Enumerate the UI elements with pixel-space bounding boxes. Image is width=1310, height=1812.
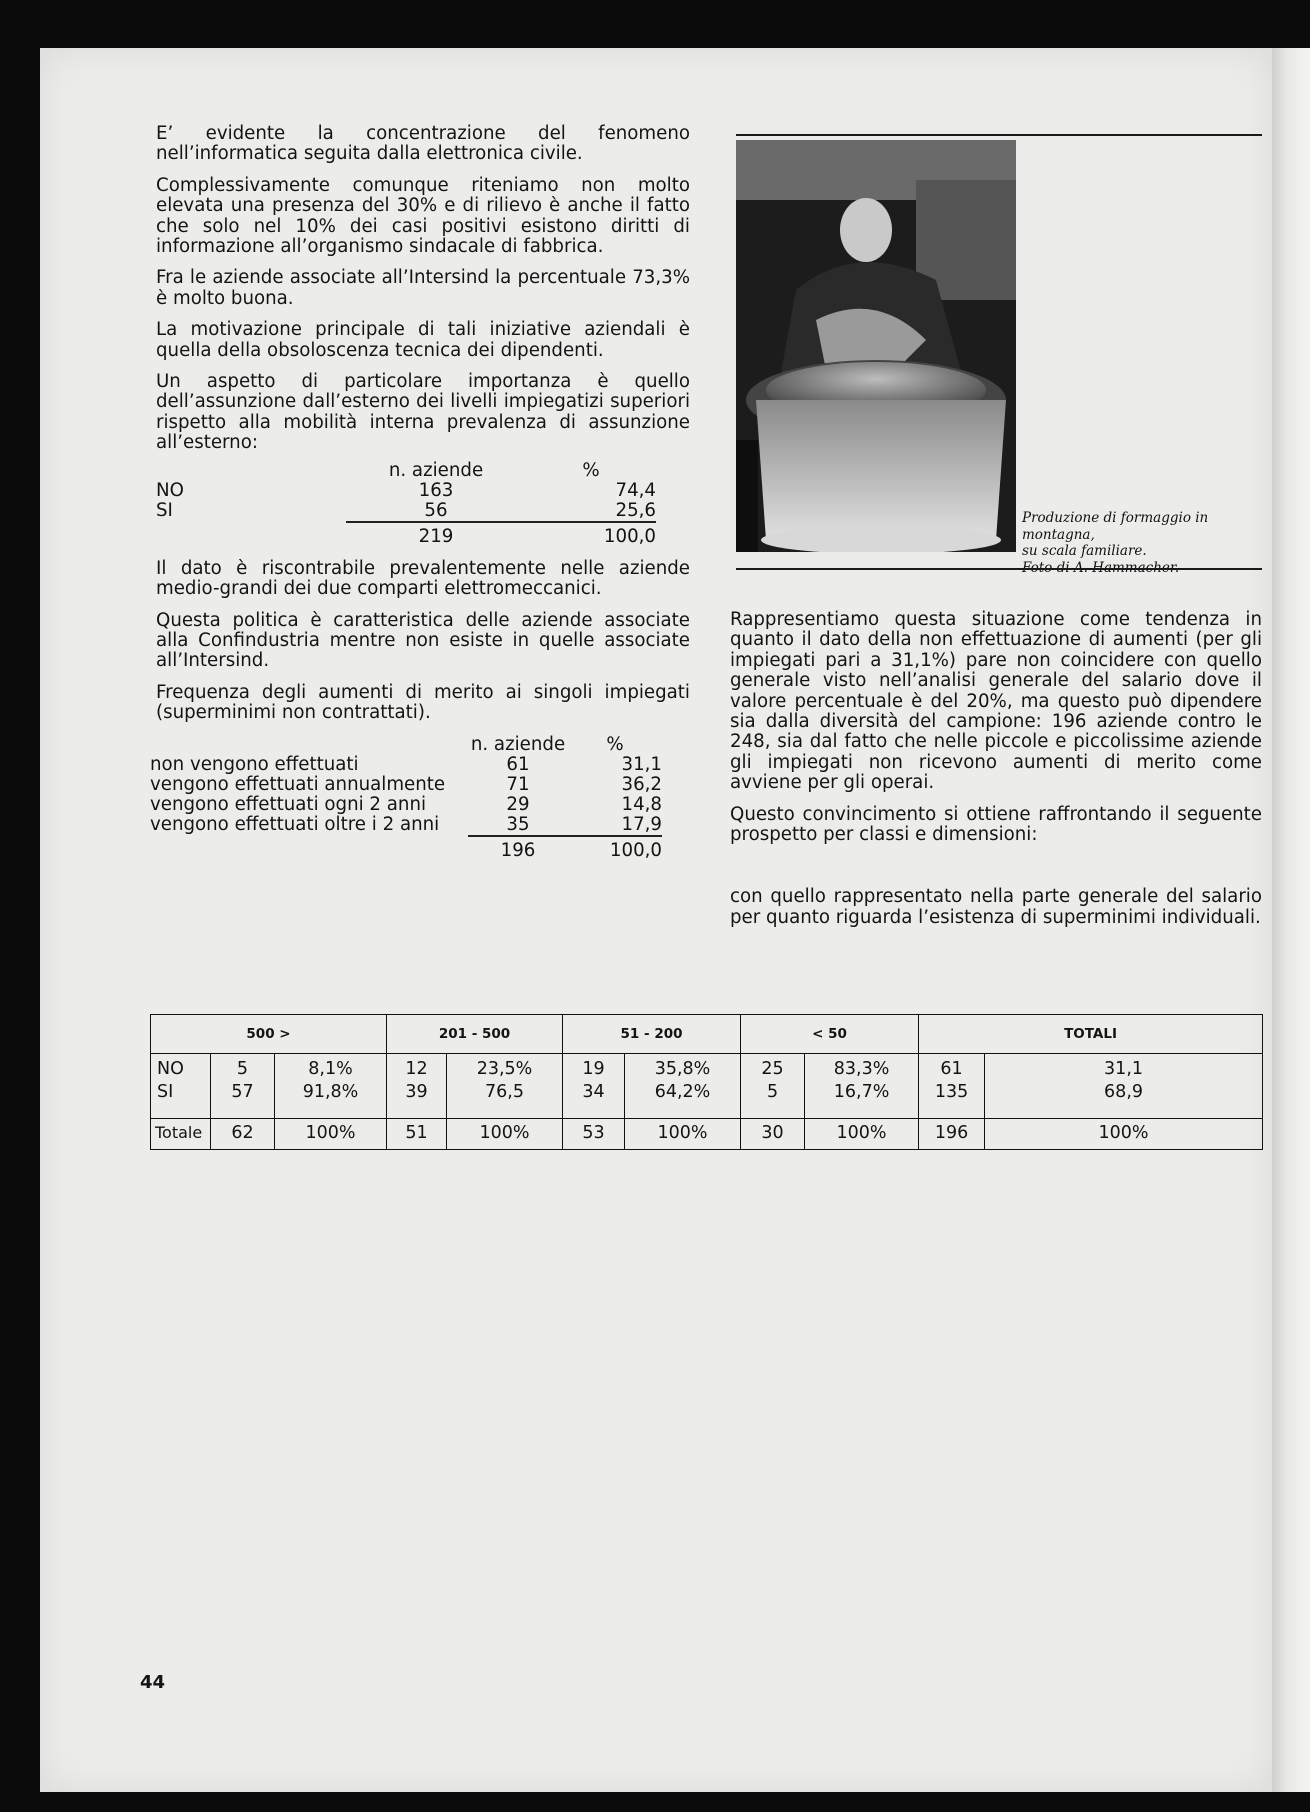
total-n: 196 — [919, 1119, 985, 1150]
group-n — [741, 1054, 805, 1119]
cell-value: 5 — [766, 1082, 779, 1102]
size-class-table — [150, 1014, 1263, 1150]
cell-value: 135 — [934, 1082, 969, 1102]
row-label: NO — [156, 479, 184, 501]
cell-value: 83,3% — [833, 1059, 890, 1079]
table-row — [150, 775, 662, 795]
cell-value: 23,5% — [476, 1059, 533, 1079]
row-label: vengono effettuati annualmente — [150, 773, 446, 795]
row-pct: 31,1 — [621, 753, 662, 775]
row-aziende: 29 — [506, 793, 530, 815]
frequenza-table — [150, 735, 662, 861]
group-header: 500 > — [151, 1015, 387, 1054]
paragraph: Un aspetto di particolare importanza è quello dell’assunzione dall’esterno dei livelli impiegatizi superiori rispetto alla mobilità interna prevalenza di assunzione all’esterno: — [156, 371, 690, 454]
cell-value: 64,2% — [654, 1082, 711, 1102]
table-row — [151, 1054, 1263, 1119]
group-n — [211, 1054, 275, 1119]
paragraph: Fra le aziende associate all’Intersind la percentuale 73,3% è molto buona. — [156, 267, 690, 309]
table-header-row — [151, 1015, 1263, 1054]
row-pct: 36,2 — [621, 773, 662, 795]
row-label: non vengono effettuati — [150, 753, 359, 775]
left-paragraphs-top — [156, 124, 690, 454]
row-label: vengono effettuati oltre i 2 anni — [150, 814, 440, 836]
paragraph: Questa politica è caratteristica delle aziende associate alla Confindustria mentre non esiste in quelle associate all’Intersind. — [156, 609, 690, 672]
cell-value: 19 — [582, 1059, 605, 1079]
total-pct: 100% — [805, 1119, 919, 1150]
group-pct — [625, 1054, 741, 1119]
group-pct — [985, 1054, 1263, 1119]
total-n: 30 — [741, 1119, 805, 1150]
total-n: 53 — [563, 1119, 625, 1150]
frequenza-header-pct: % — [606, 733, 624, 755]
total-aziende: 196 — [468, 836, 568, 861]
left-column — [150, 123, 690, 861]
cell-value: 61 — [940, 1059, 963, 1079]
row-label: vengono effettuati ogni 2 anni — [150, 793, 427, 815]
total-label: Totale — [151, 1119, 211, 1150]
table-row — [150, 795, 662, 815]
caption-line: Produzione di formaggio in montagna, — [1022, 510, 1209, 543]
total-pct: 100,0 — [568, 836, 662, 861]
table-row — [156, 481, 656, 501]
total-n: 62 — [211, 1119, 275, 1150]
cell-value: 91,8% — [302, 1082, 359, 1102]
total-pct: 100% — [625, 1119, 741, 1150]
group-pct — [447, 1054, 563, 1119]
paragraph: Frequenza degli aumenti di merito ai singoli impiegati (superminimi non contrattati). — [156, 681, 690, 724]
paragraph: con quello rappresentato nella parte generale del salario per quanto riguarda l’esistenza di superminimi individuali. — [730, 886, 1262, 928]
total-pct: 100% — [447, 1119, 563, 1150]
group-header: 201 - 500 — [387, 1015, 563, 1054]
cell-value: 8,1% — [308, 1059, 353, 1079]
group-n — [387, 1054, 447, 1119]
paragraph: Complessivamente comunque riteniamo non molto elevata una presenza del 30% e di rilievo è anche il fatto che solo nel 10% dei casi positivi esistono diritti di informazione all’organismo sindacale di fabbrica. — [156, 174, 690, 258]
cell-value: 31,1 — [1104, 1059, 1144, 1079]
cell-value: 76,5 — [485, 1082, 524, 1102]
table-row — [156, 501, 656, 522]
group-pct — [805, 1054, 919, 1119]
total-pct: 100,0 — [526, 522, 656, 547]
row-aziende: 61 — [506, 753, 530, 775]
row-pct: 14,8 — [621, 793, 662, 815]
total-pct: 100% — [985, 1119, 1263, 1150]
table-total-row — [151, 1119, 1263, 1150]
photo-image — [736, 140, 1016, 552]
photo-caption — [1022, 510, 1272, 576]
left-paragraphs-middle — [156, 559, 690, 724]
cell-value: 68,9 — [1104, 1082, 1144, 1102]
cell-value: 57 — [231, 1082, 254, 1102]
total-pct: 100% — [275, 1119, 387, 1150]
row-pct: 17,9 — [621, 813, 662, 835]
row-labels — [151, 1054, 211, 1119]
assunzione-header-pct: % — [582, 459, 600, 481]
row-aziende: 163 — [418, 479, 454, 501]
row-pct: 74,4 — [615, 479, 656, 501]
caption-line: su scala familiare. — [1022, 543, 1147, 560]
frequenza-header-aziende: n. aziende — [470, 733, 566, 755]
group-header: 51 - 200 — [563, 1015, 741, 1054]
row-label: SI — [156, 500, 173, 522]
group-n — [919, 1054, 985, 1119]
row-pct: 25,6 — [615, 499, 656, 521]
assunzione-table — [156, 461, 656, 547]
row-aziende: 56 — [424, 499, 448, 521]
page-number: 44 — [140, 1672, 166, 1693]
adjacent-page-edge — [1272, 48, 1310, 1792]
assunzione-header-aziende: n. aziende — [388, 459, 484, 481]
total-n: 51 — [387, 1119, 447, 1150]
cell-value: 12 — [405, 1059, 428, 1079]
photo-bottom-rule — [736, 568, 1262, 570]
cell-value: 34 — [582, 1082, 605, 1102]
group-pct — [275, 1054, 387, 1119]
paragraph: La motivazione principale di tali iniziative aziendali è quella della obsoloscenza tecnica dei dipendenti. — [156, 319, 690, 361]
paragraph: Il dato è riscontrabile prevalentemente nelle aziende medio-grandi dei due comparti elettromeccanici. — [156, 557, 690, 600]
table-row — [150, 815, 662, 836]
cell-value: 5 — [236, 1059, 249, 1079]
group-n — [563, 1054, 625, 1119]
cell-value: 35,8% — [654, 1059, 711, 1079]
row-label: SI — [157, 1082, 174, 1102]
cell-value: 16,7% — [833, 1082, 890, 1102]
row-label: NO — [157, 1059, 184, 1079]
total-aziende: 219 — [346, 522, 526, 547]
group-header: < 50 — [741, 1015, 919, 1054]
right-column — [730, 610, 1262, 939]
photo-top-rule — [736, 134, 1262, 136]
paragraph: Questo convincimento si ottiene raffrontando il seguente prospetto per classi e dimensioni: — [730, 803, 1262, 846]
cell-value: 39 — [405, 1082, 428, 1102]
group-header: TOTALI — [919, 1015, 1263, 1054]
cell-value: 25 — [761, 1059, 784, 1079]
table-row — [150, 755, 662, 775]
paragraph: E’ evidente la concentrazione del fenomeno nell’informatica seguita dalla elettronica civile. — [156, 123, 690, 165]
paragraph: Rappresentiamo questa situazione come tendenza in quanto il dato della non effettuazione di aumenti (per gli impiegati pari a 31,1%) pare non coincidere con quello generale visto nell’analisi generale del salario dove il valore percentuale è del 20%, ma questo può dipendere sia dalla diversità del campione: 196 aziende contro le 248, sia dal fatto che nelle piccole e piccolissime aziende gli impiegati non ricevono aumenti di merito come avviene per gli operai. — [730, 609, 1262, 794]
row-aziende: 71 — [506, 773, 530, 795]
row-aziende: 35 — [506, 813, 530, 835]
cheese-making-photo — [736, 140, 1016, 552]
